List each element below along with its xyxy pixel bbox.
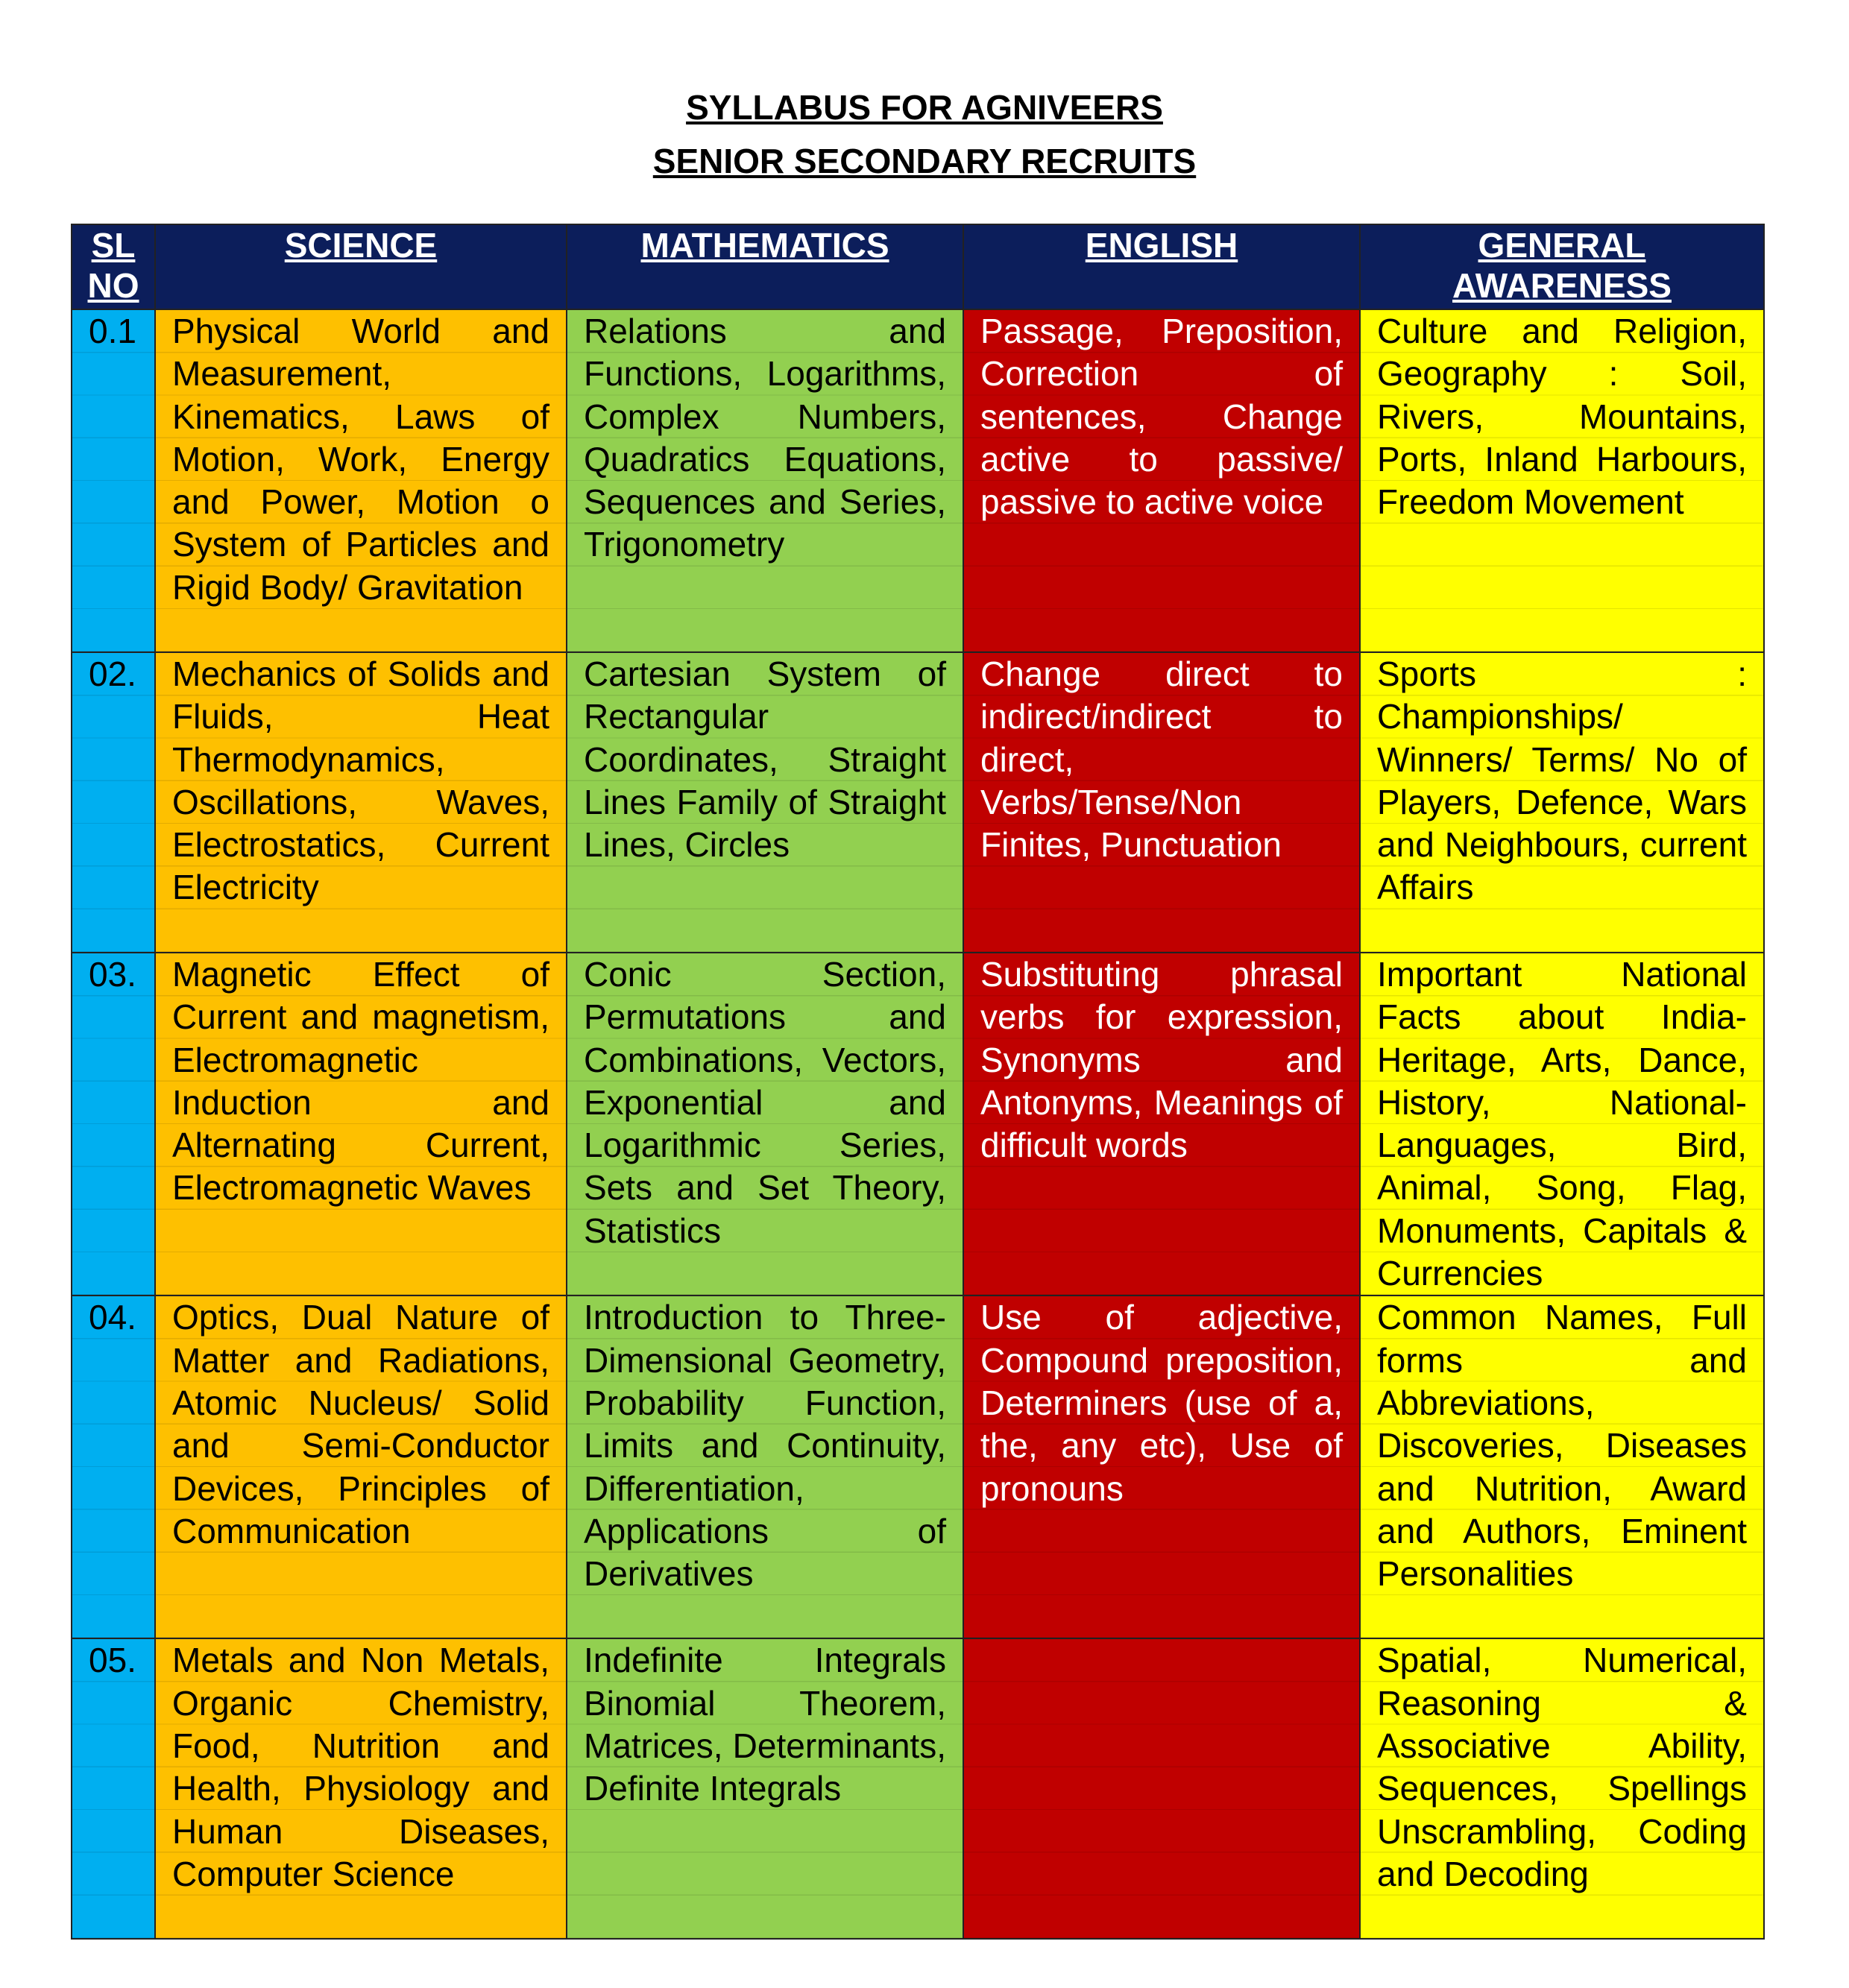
header-mathematics: MATHEMATICS [567, 224, 963, 309]
mathematics-cell: Relations and Functions, Logarithms, Complex Numbers, Quadratics Equations, Sequences and Series, Trigonometry [567, 309, 963, 652]
english-cell [963, 1638, 1360, 1939]
general-awareness-cell: Important National Facts about India- Heritage, Arts, Dance, History, National-Languages, Bird, Animal, Song, Flag, Monuments, Capitals & Currencies [1360, 953, 1764, 1296]
general-awareness-cell: Spatial, Numerical, Reasoning & Associative Ability, Sequences, Spellings Unscrambling, Coding and Decoding [1360, 1638, 1764, 1939]
mathematics-cell: Cartesian System of Rectangular Coordinates, Straight Lines Family of Straight Lines, Circles [567, 652, 963, 953]
header-english: ENGLISH [963, 224, 1360, 309]
table-header-row [72, 224, 1764, 309]
mathematics-cell: Introduction to Three-Dimensional Geometry, Probability Function, Limits and Continuity, Differentiation, Applications of Derivatives [567, 1296, 963, 1638]
general-awareness-cell: Common Names, Full forms and Abbreviations, Discoveries, Diseases and Nutrition, Award and Authors, Eminent Personalities [1360, 1296, 1764, 1638]
sl-no-cell: 05. [72, 1638, 155, 1939]
header-sl-line-2: NO [87, 266, 139, 305]
sl-no-cell: 03. [72, 953, 155, 1296]
english-cell: Passage, Preposition, Correction of sentences, Change active to passive/ passive to active voice [963, 309, 1360, 652]
sl-no-cell: 04. [72, 1296, 155, 1638]
science-cell: Optics, Dual Nature of Matter and Radiations, Atomic Nucleus/ Solid and Semi-Conductor Devices, Principles of Communication [155, 1296, 567, 1638]
table-row [72, 953, 1764, 1296]
document-title [0, 81, 1849, 188]
title-line-1: SYLLABUS FOR AGNIVEERS [686, 88, 1163, 127]
sl-no-cell: 0.1 [72, 309, 155, 652]
english-cell: Change direct to indirect/indirect to direct, Verbs/Tense/Non Finites, Punctuation [963, 652, 1360, 953]
mathematics-cell: Indefinite Integrals Binomial Theorem, Matrices, Determinants, Definite Integrals [567, 1638, 963, 1939]
sl-no-cell: 02. [72, 652, 155, 953]
general-awareness-cell: Culture and Religion, Geography : Soil, Rivers, Mountains, Ports, Inland Harbours, Freedom Movement [1360, 309, 1764, 652]
general-awareness-cell: Sports : Championships/ Winners/ Terms/ No of Players, Defence, Wars and Neighbours, current Affairs [1360, 652, 1764, 953]
english-cell: Use of adjective, Compound preposition, Determiners (use of a, the, any etc), Use of pronouns [963, 1296, 1360, 1638]
header-general-awareness: GENERAL AWARENESS [1360, 224, 1764, 309]
science-cell: Physical World and Measurement, Kinematics, Laws of Motion, Work, Energy and Power, Motion o System of Particles and Rigid Body/ Gravitation [155, 309, 567, 652]
science-cell: Mechanics of Solids and Fluids, Heat Thermodynamics, Oscillations, Waves, Electrostatics, Current Electricity [155, 652, 567, 953]
syllabus-table [71, 224, 1765, 1940]
header-science: SCIENCE [155, 224, 567, 309]
table-row [72, 1296, 1764, 1638]
title-line-2: SENIOR SECONDARY RECRUITS [652, 142, 1197, 180]
table-row [72, 652, 1764, 953]
science-cell: Magnetic Effect of Current and magnetism, Electromagnetic Induction and Alternating Current, Electromagnetic Waves [155, 953, 567, 1296]
header-sl-no [72, 224, 155, 309]
header-sl-line-1: SL [91, 226, 136, 265]
table-row [72, 309, 1764, 652]
mathematics-cell: Conic Section, Permutations and Combinations, Vectors, Exponential and Logarithmic Series, Sets and Set Theory, Statistics [567, 953, 963, 1296]
english-cell: Substituting phrasal verbs for expression, Synonyms and Antonyms, Meanings of difficult words [963, 953, 1360, 1296]
science-cell: Metals and Non Metals, Organic Chemistry, Food, Nutrition and Health, Physiology and Human Diseases, Computer Science [155, 1638, 567, 1939]
table-row [72, 1638, 1764, 1939]
